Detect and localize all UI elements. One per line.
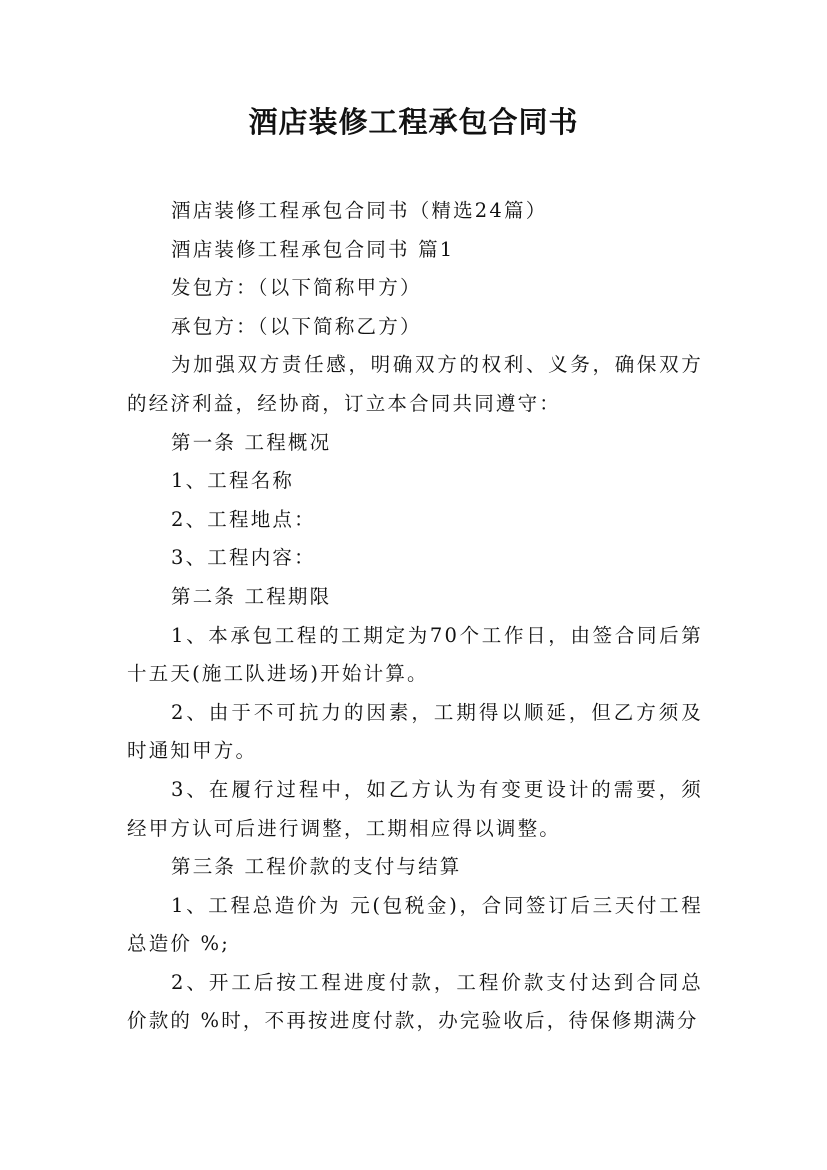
paragraph-party-b: 承包方：（以下简称乙方） — [171, 314, 422, 338]
paragraph-subtitle: 酒店装修工程承包合同书（精选24篇） — [171, 199, 548, 222]
paragraph-item: 2、开工后按工程进度付款，工程价款支付达到合同总价款的 %时，不再按进度付款，办完验收后，待保修期满分 — [127, 970, 703, 1033]
paragraph-item: 1、工程名称 — [171, 469, 295, 493]
paragraph-preamble: 为加强双方责任感，明确双方的权利、义务，确保双方的经济利益，经协商，订立本合同共同遵守： — [127, 353, 703, 415]
paragraph-article-2: 第二条 工程期限 — [171, 584, 332, 608]
paragraph-item: 1、工程总造价为 元(包税金)，合同签订后三天付工程总造价 %; — [127, 893, 703, 956]
document-title: 酒店装修工程承包合同书 — [248, 105, 579, 139]
paragraph-item: 3、在履行过程中，如乙方认为有变更设计的需要，须经甲方认可后进行调整，工期相应得以调整。 — [127, 777, 703, 840]
document-body — [127, 192, 703, 1041]
paragraph-article-1: 第一条 工程概况 — [171, 430, 332, 454]
paragraph-party-a: 发包方：（以下简称甲方） — [171, 276, 422, 300]
paragraph-item: 2、工程地点： — [171, 507, 316, 531]
paragraph-item: 3、工程内容： — [171, 546, 316, 570]
paragraph-item: 1、本承包工程的工期定为70个工作日，由签合同后第十五天(施工队进场)开始计算。 — [127, 623, 703, 686]
paragraph-article-3: 第三条 工程价款的支付与结算 — [171, 855, 462, 879]
paragraph-item: 2、由于不可抗力的因素，工期得以顺延，但乙方须及时通知甲方。 — [127, 700, 703, 763]
paragraph-section-heading: 酒店装修工程承包合同书 篇1 — [171, 237, 455, 261]
